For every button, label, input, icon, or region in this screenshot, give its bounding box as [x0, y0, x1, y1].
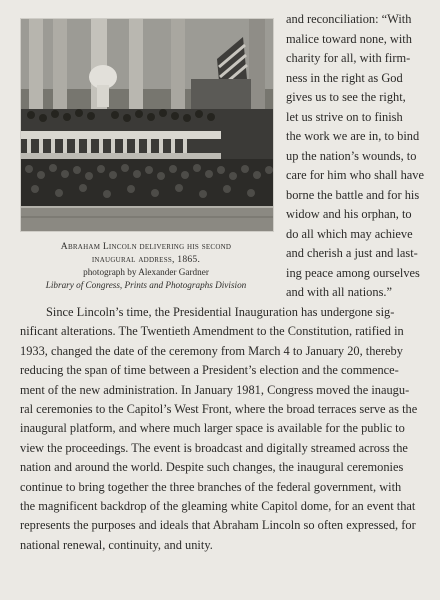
body-line: view the proceedings. The event is broadcast and digitally streamed across the — [20, 440, 408, 455]
quote-line: and with all nations.” — [286, 285, 392, 299]
quote-line: borne the battle and for his — [286, 187, 420, 202]
quote-line: and reconciliation: “With — [286, 12, 412, 26]
body-line: inaugural platform, and where much larger space is available for the public to — [20, 421, 405, 436]
body-line: continue to bring together the three branches of the federal government, with — [20, 479, 402, 494]
quote-line: malice toward none, with — [286, 31, 412, 46]
body-line: represents the purposes and ideals that Abraham Lincoln so often expressed, for — [20, 518, 416, 533]
quote-line: widow and his orphan, to — [286, 207, 412, 221]
photo-illustration — [21, 19, 273, 231]
body-line: reducing the span of time between a President’s election and the commence- — [20, 363, 399, 378]
body-line: ral ceremonies to the Capitol’s West Front, where the broad terraces serve as the — [20, 402, 418, 417]
inauguration-photo — [20, 18, 274, 232]
figure — [20, 18, 272, 292]
quote-line: ness in the right as God — [286, 70, 403, 85]
body-line: Since Lincoln’s time, the Presidential Inauguration has undergone sig- — [46, 305, 395, 319]
quote-line: up the nation’s wounds, to — [286, 148, 417, 163]
quote-line: do all which may achieve — [286, 226, 413, 241]
quote-line: the work we are in, to bind — [286, 129, 420, 143]
lincoln-quote-column — [286, 10, 432, 303]
quote-line: gives us to see the right, — [286, 90, 406, 104]
quote-line: charity for all, with firm- — [286, 51, 411, 65]
quote-line: care for him who shall have — [286, 168, 424, 182]
body-line: 1933, changed the date of the ceremony from March 4 to January 20, thereby — [20, 343, 403, 358]
body-line: ment of the new administration. In January 1981, Congress moved the inaugu- — [20, 382, 410, 397]
body-line: national renewal, continuity, and unity. — [20, 537, 213, 552]
body-line: nificant alterations. The Twentieth Amendment to the Constitution, ratified in — [20, 324, 404, 339]
quote-line: ing peace among ourselves — [286, 265, 420, 280]
caption-source: Library of Congress, Prints and Photographs Division — [45, 280, 247, 290]
quote-line: and cherish a just and last- — [286, 246, 418, 260]
quote-line: let us strive on to finish — [286, 109, 403, 124]
body-line: the magnificent backdrop of the gleaming white Capitol dome, for an event that — [20, 499, 416, 514]
caption-title-line1: Abraham Lincoln delivering his second — [60, 241, 232, 252]
caption-title-line2: inaugural address, 1865. — [91, 254, 201, 265]
body-line: nation and around the world. Despite such changes, the inaugural ceremonies — [20, 460, 404, 475]
caption-credit: photograph by Alexander Gardner — [83, 267, 209, 277]
body-paragraph — [20, 303, 432, 555]
photo-caption — [20, 240, 272, 292]
